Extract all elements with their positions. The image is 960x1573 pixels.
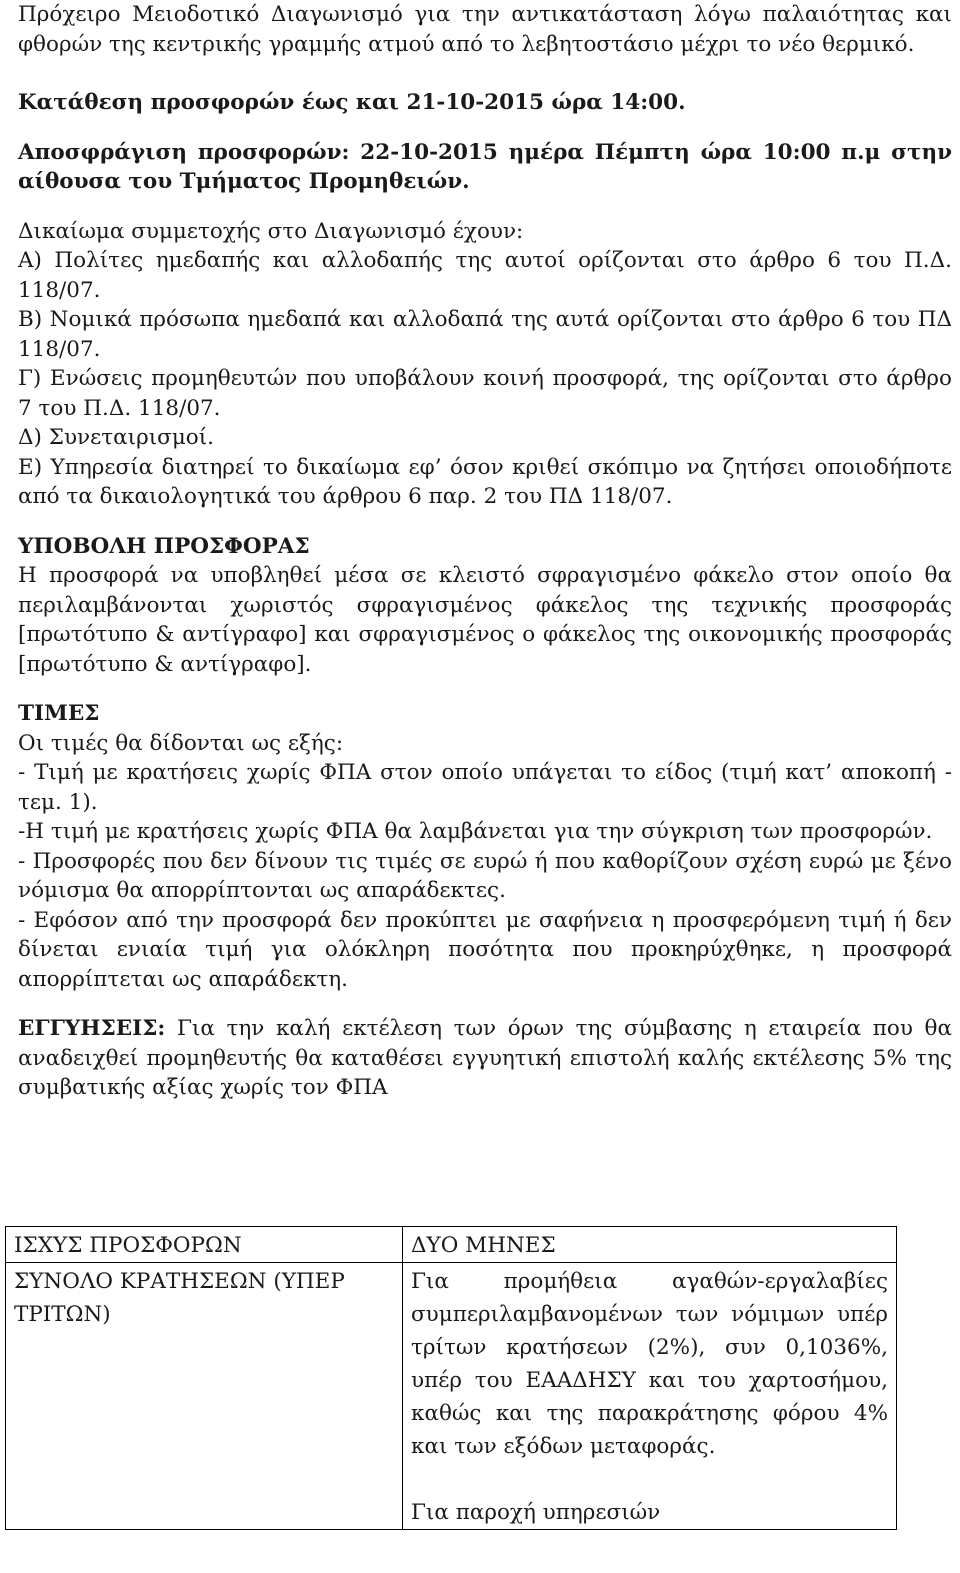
opening-info: Αποσφράγιση προσφορών: 22-10-2015 ημέρα Πέμπτη ώρα 10:00 π.μ στην αίθουσα του Τμήματος Προμηθειών. (18, 139, 952, 194)
prices-item-3: - Προσφορές που δεν δίνουν τις τιμές σε ευρώ ή που καθορίζουν σχέση ευρώ με ξένο νόμισμα θα απορρίπτονται ως απαράδεκτες. (18, 848, 952, 903)
deposit-deadline: Κατάθεση προσφορών έως και 21-10-2015 ώρα 14:00. (18, 90, 686, 115)
table-row (6, 1227, 897, 1263)
table-cell-value-line: Για προμήθεια αγαθών-εργαλαβίες συμπεριλαμβανομένων των νόμιμων υπέρ τρίτων κρατήσεων (2%), συν 0,1036%, υπέρ του ΕΑΑΔΗΣΥ και του χαρτοσήμου, καθώς και της παρακράτησης φόρου 4% και των εξόδων μεταφοράς. (411, 1269, 888, 1459)
guarantees-label: ΕΓΓΥΗΣΕΙΣ: (18, 1016, 166, 1041)
eligibility-item-b: Β) Νομικά πρόσωπα ημεδαπά και αλλοδαπά της αυτά ορίζονται στο άρθρο 6 του ΠΔ 118/07. (18, 307, 952, 362)
table-cell-value-line: Για παροχή υπηρεσιών (411, 1500, 661, 1525)
submission-heading: ΥΠΟΒΟΛΗ ΠΡΟΣΦΟΡΑΣ (18, 533, 310, 559)
table-cell-label: ΙΣΧΥΣ ΠΡΟΣΦΟΡΩΝ (6, 1227, 403, 1263)
table-cell-label: ΣΥΝΟΛΟ ΚΡΑΤΗΣΕΩΝ (ΥΠΕΡ ΤΡΙΤΩΝ) (6, 1263, 403, 1530)
prices-heading: ΤΙΜΕΣ (18, 701, 100, 726)
eligibility-title: Δικαίωμα συμμετοχής στο Διαγωνισμό έχουν: (18, 218, 524, 244)
prices-item-1: - Τιμή με κρατήσεις χωρίς ΦΠΑ στον οποίο υπάγεται το είδος (τιμή κατ’ αποκοπή - τεμ. 1). (18, 760, 952, 815)
table-cell-spacer (411, 1463, 888, 1496)
guarantees-paragraph (18, 1014, 952, 1103)
table-cell-value (403, 1227, 897, 1263)
eligibility-item-d: Δ) Συνεταιρισμοί. (18, 425, 214, 450)
prices-lead: Οι τιμές θα δίδονται ως εξής: (18, 730, 344, 756)
table-row (6, 1263, 897, 1530)
table-cell-value-line: ΔΥΟ ΜΗΝΕΣ (411, 1233, 556, 1258)
eligibility-item-c: Γ) Ενώσεις προμηθευτών που υποβάλουν κοινή προσφορά, της ορίζονται στο άρθρο 7 του Π.Δ. 118/07. (18, 366, 952, 421)
prices-item-4: - Εφόσον από την προσφορά δεν προκύπτει με σαφήνεια η προσφερόμενη τιμή ή δεν δίνεται ενιαία τιμή για ολόκληρη ποσότητα που προκηρύχθηκε, η προσφορά απορρίπτεται ως απαράδεκτη. (18, 907, 952, 992)
terms-table (5, 1226, 897, 1530)
table-cell-value (403, 1263, 897, 1530)
guarantees-text: Για την καλή εκτέλεση των όρων της σύμβασης η εταιρεία που θα αναδειχθεί προμηθευτής θα καταθέσει εγγυητική επιστολή καλής εκτέλεσης 5% της συμβατικής αξίας χωρίς τον ΦΠΑ (18, 1016, 952, 1100)
document-page (18, 0, 952, 1103)
submission-text: Η προσφορά να υποβληθεί μέσα σε κλειστό σφραγισμένο φάκελο στον οποίο θα περιλαμβάνονται χωριστός σφραγισμένος φάκελος της τεχνικής προσφοράς [πρωτότυπο & αντίγραφο] και σφραγισμένος ο φάκελος της οικονομικής προσφοράς [πρωτότυπο & αντίγραφο]. (18, 563, 952, 677)
eligibility-item-a: Α) Πολίτες ημεδαπής και αλλοδαπής της αυτοί ορίζονται στο άρθρο 6 του Π.Δ. 118/07. (18, 248, 952, 303)
prices-item-2: -Η τιμή με κρατήσεις χωρίς ΦΠΑ θα λαμβάνεται για την σύγκριση των προσφορών. (18, 819, 933, 844)
eligibility-item-e: Ε) Υπηρεσία διατηρεί το δικαίωμα εφ’ όσον κριθεί σκόπιμο να ζητήσει οποιοδήποτε από τα δικαιολογητικά του άρθρου 6 παρ. 2 του ΠΔ 118/07. (18, 454, 952, 509)
intro-paragraph: Πρόχειρο Μειοδοτικό Διαγωνισμό για την αντικατάσταση λόγω παλαιότητας και φθορών της κεντρικής γραμμής ατμού από το λεβητοστάσιο μέχρι το νέο θερμικό. (18, 2, 952, 57)
